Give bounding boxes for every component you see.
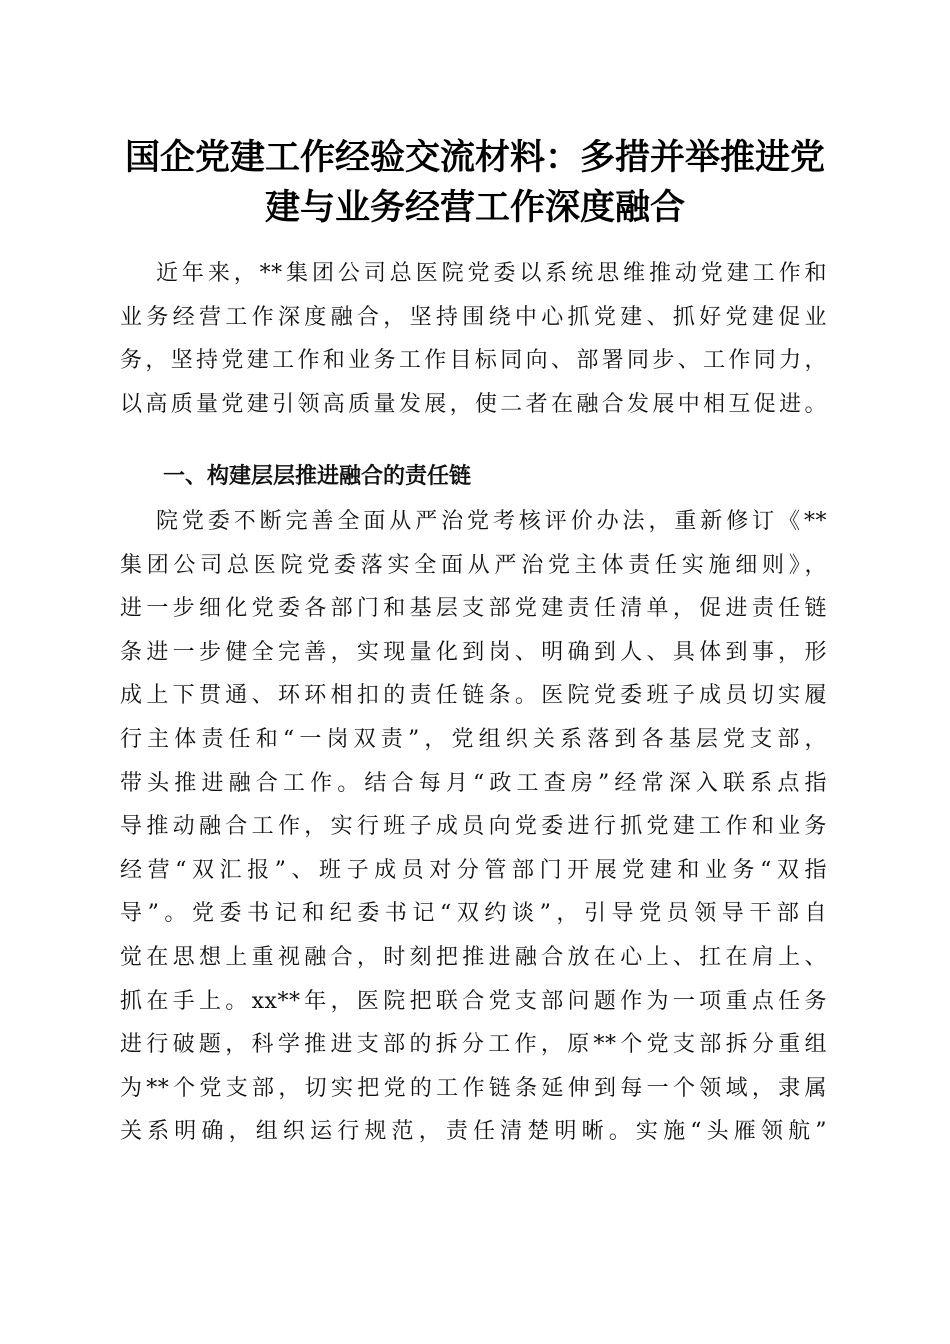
- section1-line: 院党委不断完善全面从严治党考核评价办法，重新修订《**: [156, 509, 827, 534]
- section1-line: 为**个党支部，切实把党的工作链条延伸到每一个领域，隶属: [120, 1075, 827, 1101]
- intro-line: 以高质量党建引领高质量发展，使二者在融合发展中相互促进。: [120, 391, 827, 417]
- section1-line: 觉在思想上重视融合，时刻把推进融合放在心上、扛在肩上、: [120, 944, 827, 970]
- intro-line: 务，坚持党建工作和业务工作目标同向、部署同步、工作同力，: [120, 348, 827, 374]
- section1-line: 成上下贯通、环环相扣的责任链条。医院党委班子成员切实履: [120, 683, 827, 709]
- section1-line: 行主体责任和“一岗双责”，党组织关系落到各基层党支部，: [120, 726, 827, 752]
- intro-line: 近年来，**集团公司总医院党委以系统思维推动党建工作和: [156, 261, 827, 286]
- section1-line: 抓在手上。xx**年，医院把联合党支部问题作为一项重点任务: [120, 988, 827, 1014]
- section1-line: 进行破题，科学推进支部的拆分工作，原**个党支部拆分重组: [120, 1032, 827, 1058]
- section1-paragraph: [120, 500, 827, 1154]
- section-heading-1: 一、构建层层推进融合的责任链: [163, 464, 472, 489]
- title-line-2: 建与业务经营工作深度融合: [264, 187, 685, 228]
- document-title: [100, 133, 850, 233]
- section1-line: 经营“双汇报”、班子成员对分管部门开展党建和业务“双指: [120, 857, 827, 883]
- intro-line: 业务经营工作深度融合，坚持围绕中心抓党建、抓好党建促业: [120, 304, 827, 330]
- section1-line: 导”。党委书记和纪委书记“双约谈”，引导党员领导干部自: [120, 901, 827, 927]
- section1-line: 进一步细化党委各部门和基层支部党建责任清单，促进责任链: [120, 596, 827, 622]
- intro-paragraph: [120, 252, 827, 426]
- section1-line: 条进一步健全完善，实现量化到岗、明确到人、具体到事，形: [120, 639, 827, 665]
- title-line-1: 国企党建工作经验交流材料：多措并举推进党: [124, 137, 825, 178]
- section1-line: 关系明确，组织运行规范，责任清楚明晰。实施“头雁领航”: [120, 1119, 827, 1145]
- section1-line: 带头推进融合工作。结合每月“政工查房”经常深入联系点指: [120, 770, 827, 796]
- section1-line: 导推动融合工作，实行班子成员向党委进行抓党建工作和业务: [120, 814, 827, 840]
- section1-line: 集团公司总医院党委落实全面从严治党主体责任实施细则》，: [120, 552, 827, 578]
